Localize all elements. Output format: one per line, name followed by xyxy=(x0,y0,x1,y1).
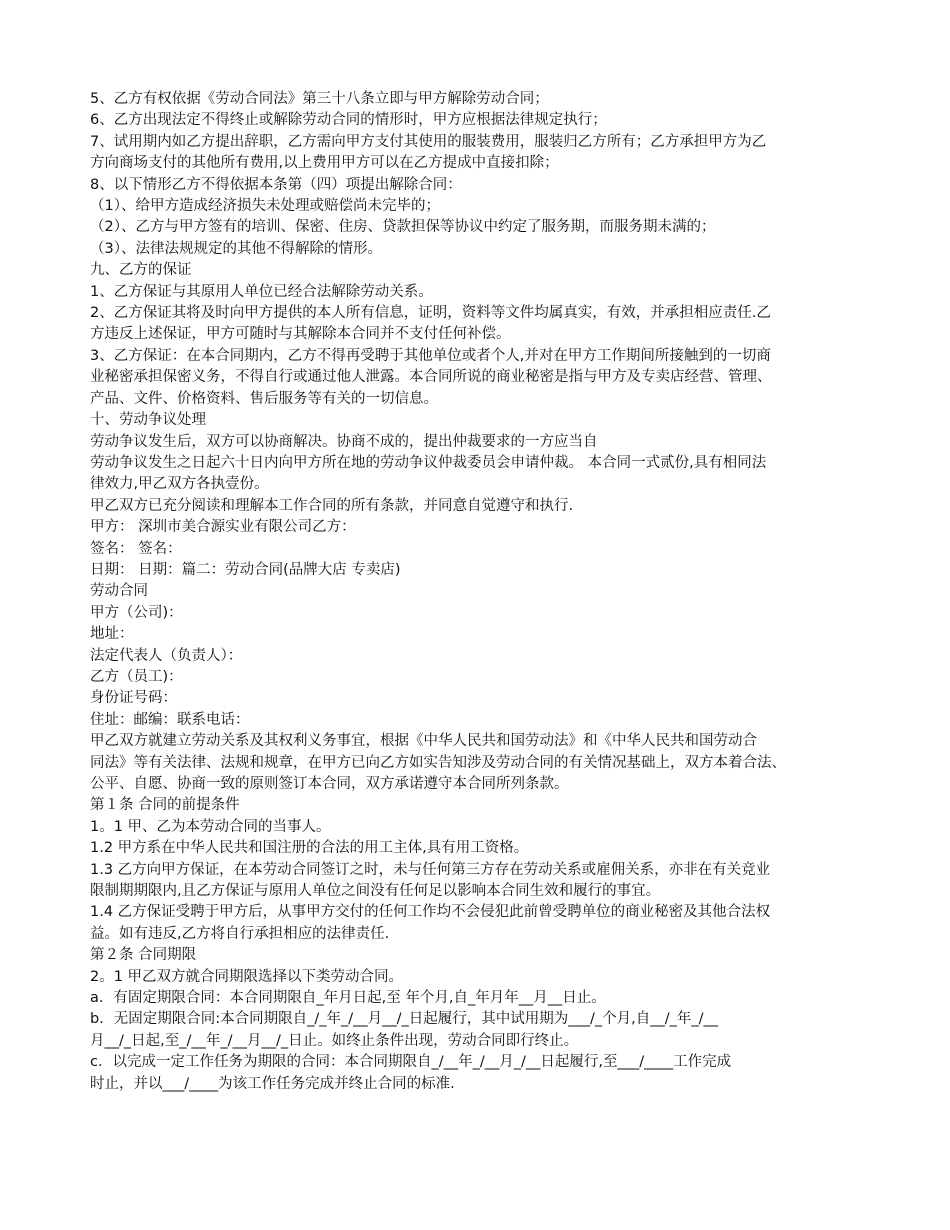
text-line: 时止，并以___/____为该工作任务完成并终止合同的标准. xyxy=(90,1075,455,1092)
text-line: 劳动合同 xyxy=(90,583,148,600)
text-line: 日期： 日期：篇二：劳动合同(品牌大店 专卖店) xyxy=(90,561,401,578)
text-line: b．无固定期限合同:本合同期限自_/_年_/__月__/_日起履行，其中试用期为___/_个月,自__/_年_/__ xyxy=(90,1011,719,1028)
text-line: c．以完成一定工作任务为期限的合同：本合同期限自_/__年_/__月_/__日起履行,至___/____工作完成 xyxy=(90,1054,732,1071)
text-line: （3）、法律法规规定的其他不得解除的情形。 xyxy=(90,240,382,257)
text-line: 劳动争议发生后，双方可以协商解决。协商不成的，提出仲裁要求的一方应当自 xyxy=(90,433,598,450)
text-line: 业秘密承担保密义务，不得自行或通过他人泄露。本合同所说的商业秘密是指与甲方及专卖店经营、管理、 xyxy=(90,369,772,386)
text-line: 6、乙方出现法定不得终止或解除劳动合同的情形时，甲方应根据法律规定执行； xyxy=(90,112,607,129)
text-line: 九、乙方的保证 xyxy=(90,262,192,279)
text-line: 律效力,甲乙双方各执壹份。 xyxy=(90,476,269,493)
text-line: 1.4 乙方保证受聘于甲方后，从事甲方交付的任何工作均不会侵犯此前曾受聘单位的商业秘密及其他合法权 xyxy=(90,904,771,921)
text-line: 甲乙双方已充分阅读和理解本工作合同的所有条款，并同意自觉遵守和执行. xyxy=(90,497,574,514)
text-line: 甲乙双方就建立劳动关系及其权利义务事宜，根据《中华人民共和国劳动法》和《中华人民共和国劳动合 xyxy=(90,733,757,750)
text-line: 第１条 合同的前提条件 xyxy=(90,797,240,814)
text-line: 第２条 合同期限 xyxy=(90,947,197,964)
text-line: 甲方： 深圳市美合源实业有限公司乙方： xyxy=(90,519,356,536)
text-line: 1、乙方保证与其原用人单位已经合法解除劳动关系。 xyxy=(90,283,433,300)
text-line: 益。如有违反,乙方将自行承担相应的法律责任. xyxy=(90,925,390,942)
text-line: 签名： 签名： xyxy=(90,540,182,557)
text-line: 劳动争议发生之日起六十日内向甲方所在地的劳动争议仲裁委员会申请仲裁。 本合同一式贰份,具有相同法 xyxy=(90,454,767,471)
text-line: 同法》等有关法律、法规和规章，在甲方已向乙方如实告知涉及劳动合同的有关情况基础上，双方本着合法、 xyxy=(90,754,786,771)
text-line: 1。1 甲、乙为本劳动合同的当事人。 xyxy=(90,818,331,835)
text-line: a．有固定期限合同：本合同期限自_年月日起,至 年个月,自_年月年__月__日止。 xyxy=(90,990,606,1007)
text-line: 限制期期限内,且乙方保证与原用人单位之间没有任何足以影响本合同生效和履行的事宜。 xyxy=(90,883,661,900)
text-line: 3、乙方保证：在本合同期内，乙方不得再受聘于其他单位或者个人,并对在甲方工作期间所接触到的一切商 xyxy=(90,347,771,364)
text-line: 1.3 乙方向甲方保证，在本劳动合同签订之时，未与任何第三方存在劳动关系或雇佣关系，亦非在有关竞业 xyxy=(90,861,771,878)
text-line: 2。1 甲乙双方就合同期限选择以下类劳动合同。 xyxy=(90,968,404,985)
text-line: 方向商场支付的其他所有费用,以上费用甲方可以在乙方提成中直接扣除； xyxy=(90,155,559,172)
text-line: 乙方（员工)： xyxy=(90,668,183,685)
text-line: 月__/_日起,至_/__年_/__月__/_日止。如终止条件出现，劳动合同即行终止。 xyxy=(90,1032,579,1049)
text-line: 方违反上述保证，甲方可随时与其解除本合同并不支付任何补偿。 xyxy=(90,326,511,343)
text-line: 公平、自愿、协商一致的原则签订本合同，双方承诺遵守本合同所列条款。 xyxy=(90,776,569,792)
text-line: 产品、文件、价格资料、售后服务等有关的一切信息。 xyxy=(90,390,438,407)
text-line: 5、乙方有权依据《劳动合同法》第三十八条立即与甲方解除劳动合同； xyxy=(90,91,549,107)
text-line: （1）、给甲方造成经济损失未处理或赔偿尚未完毕的； xyxy=(90,198,440,215)
text-line: 十、劳动争议处理 xyxy=(90,412,206,429)
text-line: 地址： xyxy=(90,626,134,643)
text-line: 住址：邮编：联系电话： xyxy=(90,711,250,728)
text-line: 2、乙方保证其将及时向甲方提供的本人所有信息，证明，资料等文件均属真实，有效，并承担相应责任.乙 xyxy=(90,305,771,322)
text-line: 法定代表人（负责人）： xyxy=(90,647,243,664)
text-line: 8、以下情形乙方不得依据本条第（四）项提出解除合同： xyxy=(90,176,462,193)
contract-text-body xyxy=(90,89,870,1095)
text-line: 身份证号码： xyxy=(90,690,177,707)
text-line: 7、试用期内如乙方提出辞职，乙方需向甲方支付其使用的服装费用，服装归乙方所有；乙方承担甲方为乙 xyxy=(90,133,767,150)
text-line: 1.2 甲方系在中华人民共和国注册的合法的用工主体,具有用工资格。 xyxy=(90,840,529,857)
text-line: 甲方（公司)： xyxy=(90,604,183,621)
text-line: （2）、乙方与甲方签有的培训、保密、住房、贷款担保等协议中约定了服务期，而服务期未满的； xyxy=(90,219,716,236)
